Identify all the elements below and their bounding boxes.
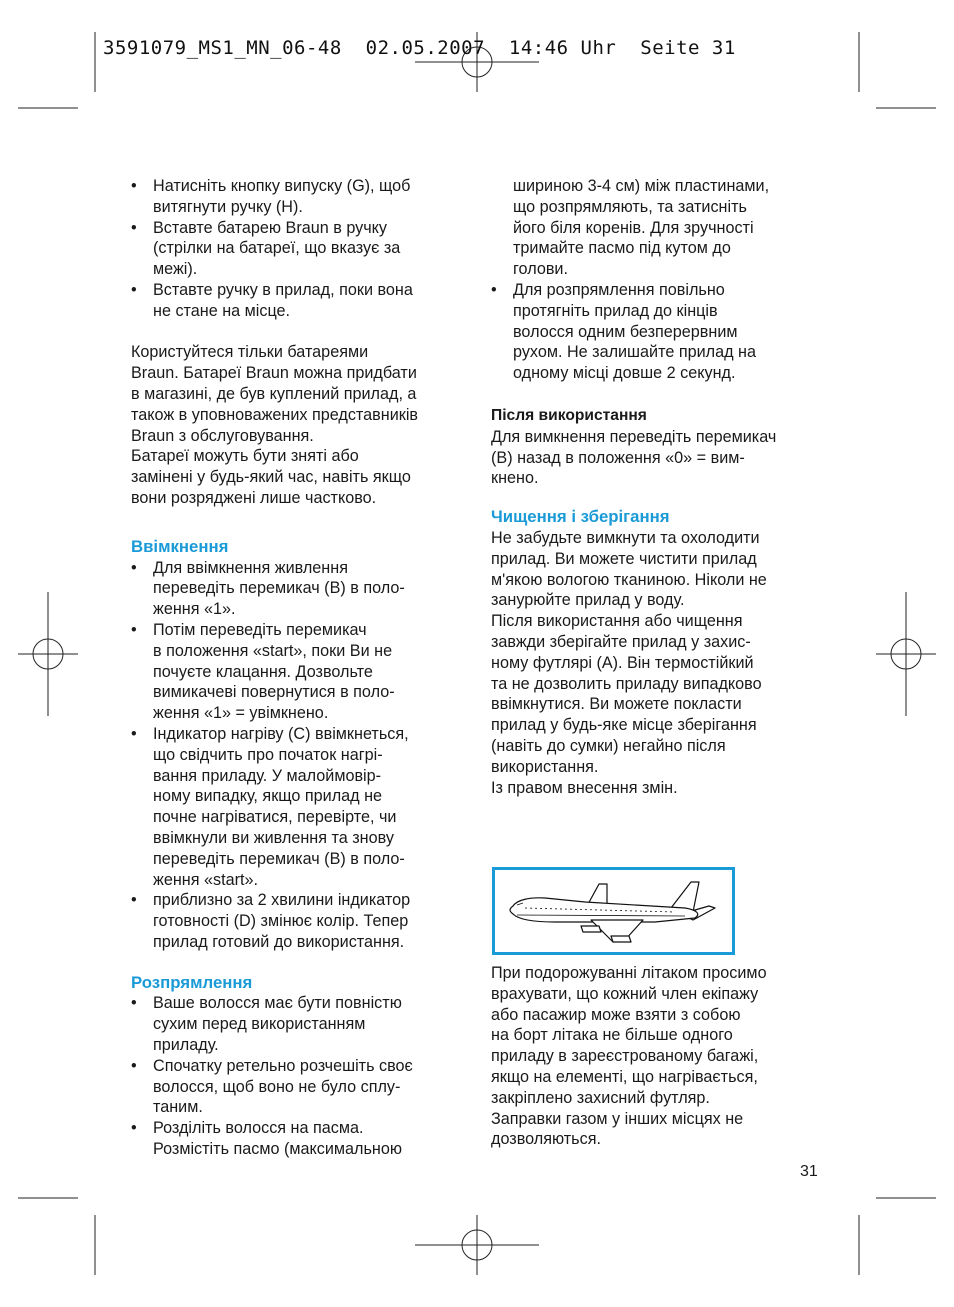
list-item: • Вставте батарею Braun в ручку (стрілки на батареї, що вказує за межі). bbox=[131, 218, 401, 279]
straightening-list bbox=[131, 993, 471, 1159]
list-item: • Натисніть кнопку випуску (G), щоб витягнути ручку (H). bbox=[131, 177, 411, 216]
section-heading-after-use: Після використання bbox=[491, 406, 647, 424]
section-heading-straightening: Розпрямлення bbox=[131, 972, 253, 992]
list-item: • Для розпрямлення повільно протягніть прилад до кінців волосся одним безперервним рухом. Не залишайте прилад на одному місці довше 2 секунд. bbox=[491, 280, 756, 383]
list-item: • Спочатку ретельно розчешіть своє волосся, щоб воно не було сплу- таним. bbox=[131, 1056, 413, 1117]
section-heading-switch-on: Ввімкнення bbox=[131, 536, 229, 556]
print-slug: 3591079_MS1_MN_06-48 02.05.2007 14:46 Uhr Seite 31 bbox=[103, 37, 736, 59]
straightening-continued: шириною 3-4 см) між пластинами, що розпрямляють, та затисніть його біля коренів. Для зручності тримайте пасмо під кутом до голови. bbox=[513, 177, 770, 279]
list-item: • Індикатор нагріву (C) ввімкнеться, що свідчить про початок нагрі- вання приладу. У малоймовір- ному випадку, якщо прилад не почне нагріватися, перевірте, чи ввімкнули ви живлення та знову переведіть перемикач (B) в поло- ження «start». bbox=[131, 724, 409, 889]
straightening-list-continued bbox=[491, 280, 831, 384]
airplane-illustration bbox=[492, 867, 735, 955]
switch-on-list bbox=[131, 558, 471, 953]
list-item: • Вставте ручку в прилад, поки вона не стане на місце. bbox=[131, 280, 413, 320]
list-item: • Потім переведіть перемикач в положення «start», поки Ви не почуєте клацання. Дозвольте вимикачеві повернутися в поло- ження «1» = увімкнено. bbox=[131, 620, 395, 723]
section-heading-cleaning: Чищення і зберігання bbox=[491, 507, 670, 527]
battery-paragraph: Користуйтеся тільки батареями Braun. Батареї Braun можна придбати в магазині, де був куплений прилад, а також в уповноважених представників Braun з обслуговування. Батареї можуть бути зняті або замінені у будь-який час, навіть якщо вони розряджені лише частково. bbox=[131, 343, 419, 507]
air-travel-paragraph: При подорожуванні літаком просимо врахувати, що кожний член екіпажу або пасажир може взяти з собою на борт літака не більше одного приладу в зареєстрованому багажі, якщо на елементі, що нагрівається, закріплено захисний футляр. Заправки газом у інших місцях не дозволяються. bbox=[491, 964, 767, 1149]
airplane-icon bbox=[495, 870, 732, 952]
left-column bbox=[131, 176, 471, 1160]
after-use-paragraph: Для вимкнення переведіть перемикач (B) назад в положення «0» = вим- кнено. bbox=[491, 427, 777, 488]
cleaning-paragraph: Не забудьте вимкнути та охолодити прилад. Ви можете чистити прилад м'якою вологою тканиною. Ніколи не занурюйте прилад у воду. Після використання або чищення завжди зберігайте прилад у захис- ному футлярі (А). Він термостійкий та не дозволить приладу випадково ввімкнутися. Ви можете покласти прилад у будь-яке місце зберігання (навіть до сумки) негайно після використання. Із правом внесення змін. bbox=[491, 528, 767, 797]
list-item: • Для ввімкнення живлення переведіть перемикач (B) в поло- ження «1». bbox=[131, 558, 405, 619]
right-column bbox=[491, 176, 831, 798]
page-number: 31 bbox=[800, 1163, 818, 1180]
list-item: • Ваше волосся має бути повністю сухим перед використанням приладу. bbox=[131, 994, 402, 1055]
battery-instructions bbox=[131, 176, 471, 322]
list-item: • приблизно за 2 хвилини індикатор готовності (D) змінює колір. Тепер прилад готовий до використання. bbox=[131, 891, 411, 951]
list-item: • Розділіть волосся на пасма. Розмістіть пасмо (максимальною bbox=[131, 1119, 403, 1159]
